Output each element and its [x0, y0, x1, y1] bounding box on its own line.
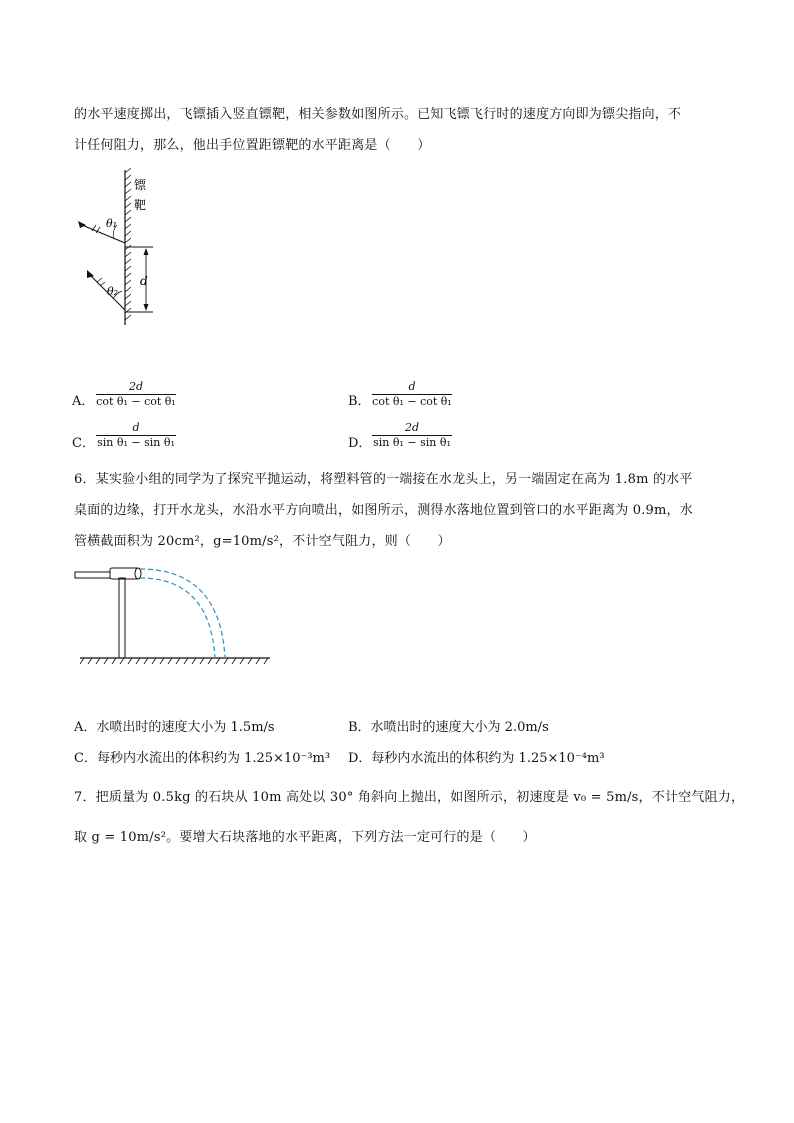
theta1-label: θ₁: [106, 217, 118, 230]
dart-1: [82, 225, 125, 243]
dart-1-tail: [78, 221, 86, 228]
q6-text-line-3: 管横截面积为 20cm²，g=10m/s²，不计空气阻力，则（ ）: [74, 534, 451, 549]
q5-option-a-numerator: 2d: [128, 380, 144, 393]
q7-text-line-1: 7．把质量为 0.5kg 的石块从 10m 高处以 30° 角斜向上抛出，如图所示，初速度是 v₀ = 5m/s，不计空气阻力，: [74, 790, 745, 805]
q5-option-b-label[interactable]: B．: [348, 394, 371, 409]
q5-option-a-fraction[interactable]: [96, 380, 176, 409]
q5-text-line-2: 计任何阻力，那么，他出手位置距镖靶的水平距离是（ ）: [74, 138, 431, 153]
q5-option-b-fraction[interactable]: [372, 380, 452, 409]
table-leg: [119, 578, 125, 658]
q5-option-d-fraction[interactable]: [372, 421, 452, 450]
q5-option-d-denominator: sin θ₁ − sin θ₁: [373, 436, 451, 449]
q5-option-c-denominator: sin θ₁ − sin θ₁: [97, 436, 175, 449]
water-jet-figure: [70, 560, 280, 670]
q5-option-a-denominator: cot θ₁ − cot θ₁: [96, 395, 176, 408]
target-label-2: 靶: [134, 198, 147, 212]
q5-option-a-label[interactable]: A．: [72, 394, 95, 409]
water-jet-upper: [140, 569, 225, 658]
target-label-1: 镖: [134, 178, 147, 192]
pipe-mouth: [135, 568, 141, 579]
ground-hatching: [80, 658, 268, 664]
q6-option-b[interactable]: B．水喷出时的速度大小为 2.0m/s: [348, 720, 549, 735]
d-arrow-top: [144, 248, 149, 255]
pipe: [110, 568, 138, 579]
wall-hatching: [125, 168, 131, 320]
q5-option-c-label[interactable]: C．: [72, 436, 95, 451]
q5-option-d-label[interactable]: D．: [348, 436, 372, 451]
water-jet-lower: [140, 578, 215, 658]
dart-2-feathers: [97, 278, 105, 286]
d-arrow-bottom: [144, 304, 149, 311]
q5-option-d-numerator: 2d: [404, 421, 420, 434]
q6-text-line-2: 桌面的边缘，打开水龙头，水沿水平方向喷出，如图所示，测得水落地位置到管口的水平距离为 0.9m，水: [74, 503, 693, 518]
dart-target-figure: [70, 165, 190, 335]
q6-option-c[interactable]: C．每秒内水流出的体积约为 1.25×10⁻³m³: [74, 751, 331, 766]
q5-option-b-denominator: cot θ₁ − cot θ₁: [372, 395, 452, 408]
q5-option-c-numerator: d: [132, 421, 140, 434]
d-label: d: [140, 274, 148, 288]
q6-option-a[interactable]: A．水喷出时的速度大小为 1.5m/s: [74, 720, 275, 735]
q6-text-line-1: 6．某实验小组的同学为了探究平抛运动，将塑料管的一端接在水龙头上，另一端固定在高为 1.8m 的水平: [74, 472, 693, 487]
q5-option-b-numerator: d: [408, 380, 416, 393]
theta2-label: θ₂: [107, 285, 119, 298]
q7-text-line-2: 取 g = 10m/s²。要增大石块落地的水平距离，下列方法一定可行的是（ ）: [74, 830, 536, 845]
dart-2-tail: [87, 270, 94, 278]
q5-text-line-1: 的水平速度掷出，飞镖插入竖直镖靶，相关参数如图所示。已知飞镖飞行时的速度方向即为镖尖指向，不: [74, 107, 682, 122]
q5-option-c-fraction[interactable]: [96, 421, 176, 450]
q6-option-d[interactable]: D．每秒内水流出的体积约为 1.25×10⁻⁴m³: [348, 751, 605, 766]
